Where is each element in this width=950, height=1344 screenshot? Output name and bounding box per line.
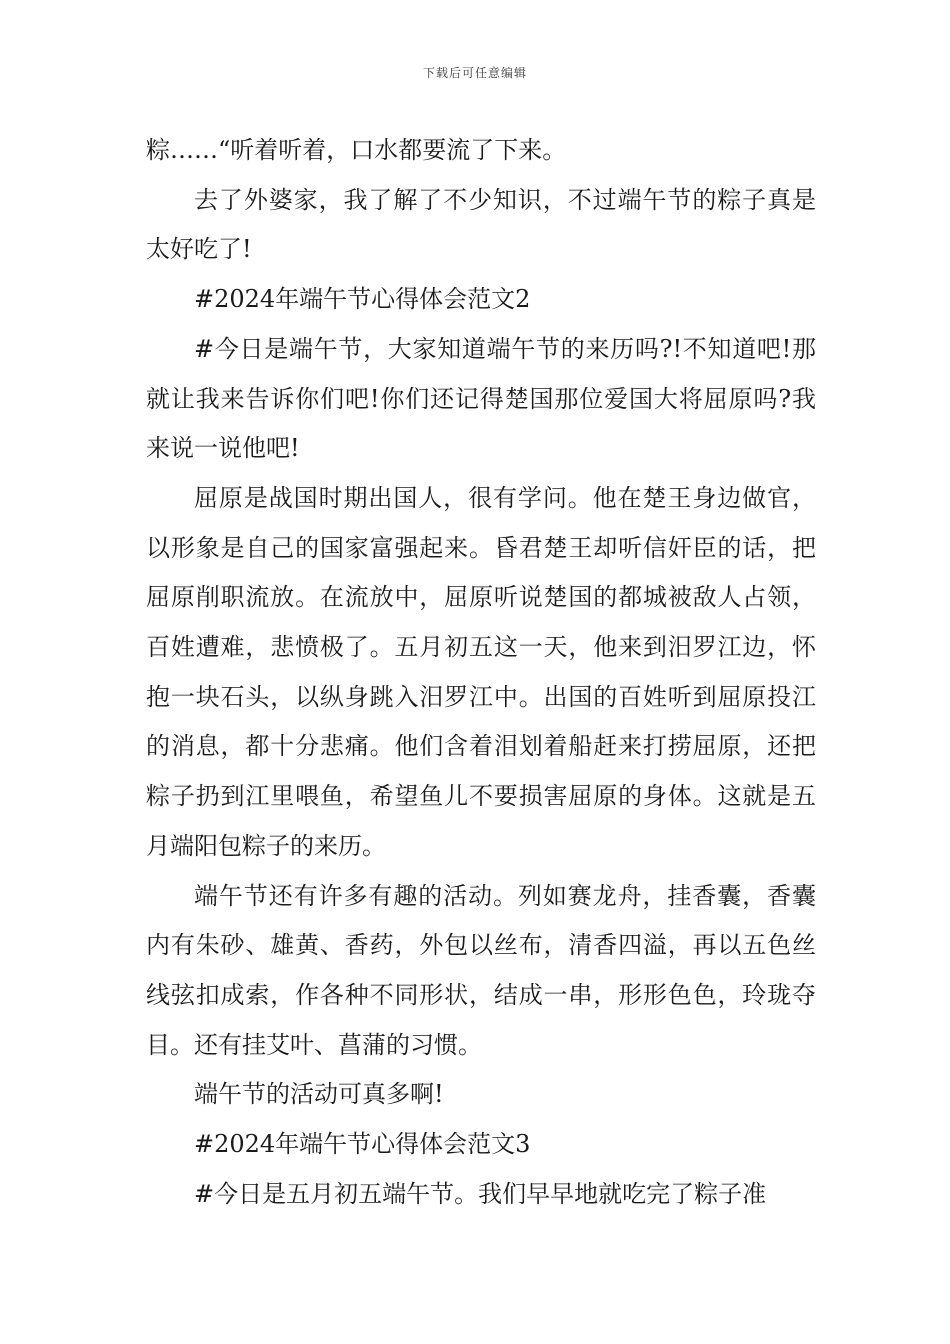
paragraph: 屈原是战国时期出国人，很有学问。他在楚王身边做官，以形象是自己的国家富强起来。昏君楚王却听信奸臣的话，把屈原削职流放。在流放中，屈原听说楚国的都城被敌人占领，百姓遭难，悲愤极了。五月初五这一天，他来到汨罗江边，怀抱一块石头，以纵身跳入汨罗江中。出国的百姓听到屈原投江的消息，都十分悲痛。他们含着泪划着船赶来打捞屈原，还把粽子扔到江里喂鱼，希望鱼儿不要损害屈原的身体。这就是五月端阳包粽子的来历。 (146, 483, 816, 860)
paragraph: 端午节还有许多有趣的活动。列如赛龙舟，挂香囊，香囊内有朱砂、雄黄、香药，外包以丝布，清香四溢，再以五色丝线弦扣成索，作各种不同形状，结成一串，形形色色，玲珑夺目。还有挂艾叶、菖蒲的习惯。 (146, 881, 816, 1059)
paragraph: #今日是端午节，大家知道端午节的来历吗?!不知道吧!那就让我来告诉你们吧!你们还记得楚国那位爱国大将屈原吗?我来说一说他吧! (146, 334, 816, 463)
document-body (146, 126, 816, 1219)
section-heading: #2024年端午节心得体会范文3 (194, 1130, 531, 1159)
paragraph: 去了外婆家，我了解了不少知识，不过端午节的粽子真是太好吃了! (146, 185, 816, 264)
paragraph-continuation: 粽……“听着听着，口水都要流了下来。 (146, 136, 567, 164)
page-header: 下载后可任意编辑 (422, 66, 527, 80)
section-heading: #2024年端午节心得体会范文2 (194, 285, 531, 314)
paragraph: #今日是五月初五端午节。我们早早地就吃完了粽子准 (194, 1179, 767, 1208)
paragraph: 端午节的活动可真多啊! (194, 1080, 444, 1109)
